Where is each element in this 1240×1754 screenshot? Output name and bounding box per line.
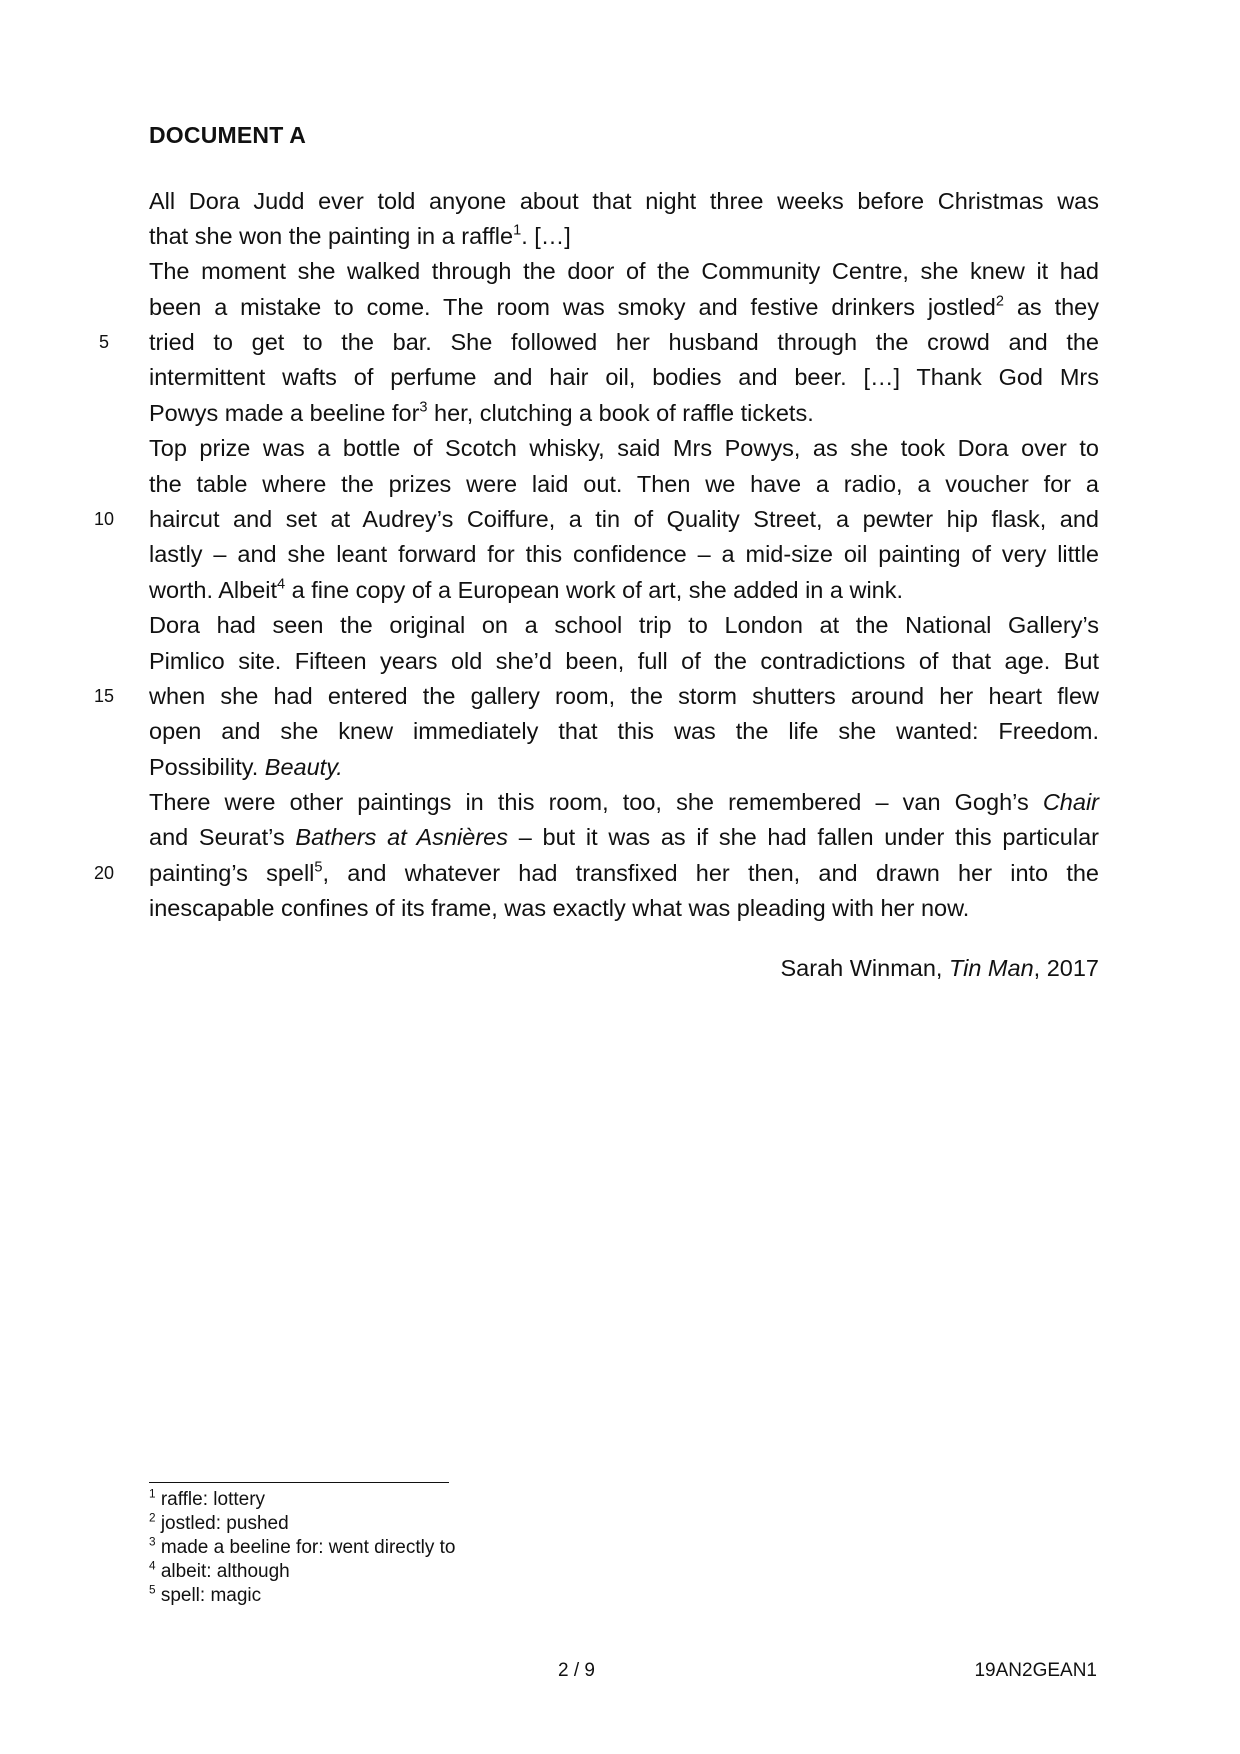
line-number: 20 [93,863,115,883]
text-line: haircut and set at Audrey’s Coiffure, a tin of Quality Street, a pewter hip flask, and [149,506,1099,532]
text-line: painting’s spell$^5$, and whatever had transfixed her then, and drawn her into the [149,859,1099,886]
line-number: 10 [93,509,115,529]
text-line: been a mistake to come. The room was smoky and festive drinkers jostled$^2$ as they [149,293,1100,320]
text-line: All Dora Judd ever told anyone about that night three weeks before Christmas was [149,188,1099,214]
text-line: that she won the painting in a raffle$^1$. […] [149,222,571,249]
footnote: $^4$ albeit: although [149,1559,290,1582]
footnote-ref: 3 [419,399,428,416]
text-line: Possibility. Beauty. [149,754,343,780]
emphasis-text: Beauty. [264,754,343,780]
text-line: The moment she walked through the door of the Community Centre, she knew it had [149,258,1099,284]
line-number: 5 [98,332,109,352]
footnote-ref: 2 [995,293,1004,310]
text-line: intermittent wafts of perfume and hair oil, bodies and beer. […] Thank God Mrs [149,364,1099,390]
text-line: the table where the prizes were laid out. Then we have a radio, a voucher for a [149,471,1099,497]
footnote: $^5$ spell: magic [149,1583,262,1606]
footnote-ref: 5 [314,859,323,876]
source-citation: Sarah Winman, Tin Man, 2017 [780,955,1099,981]
footnote: $^1$ raffle: lottery [149,1487,266,1510]
document-heading: DOCUMENT A [149,122,307,148]
footnote-ref: 4 [277,576,286,593]
text-line: Pimlico site. Fifteen years old she’d been, full of the contradictions of that age. But [149,648,1099,674]
text-line: open and she knew immediately that this was the life she wanted: Freedom. [149,718,1099,744]
text-line: Powys made a beeline for$^3$ her, clutching a book of raffle tickets. [149,399,814,426]
text-line: inescapable confines of its frame, was exactly what was pleading with her now. [149,895,970,921]
footnote-ref: 1 [513,222,522,239]
page-number: 2 / 9 [558,1660,595,1681]
emphasis-text: Chair [1042,789,1099,815]
source-title: Tin Man [948,955,1034,981]
footnote: $^2$ jostled: pushed [149,1511,289,1534]
text-line: tried to get to the bar. She followed her husband through the crowd and the [149,329,1099,355]
text-line: Dora had seen the original on a school trip to London at the National Gallery’s [149,612,1099,638]
footnote: $^3$ made a beeline for: went directly to [149,1535,456,1558]
text-line: lastly – and she leant forward for this confidence – a mid-size oil painting of very little [149,541,1099,567]
text-line: Top prize was a bottle of Scotch whisky, said Mrs Powys, as she took Dora over to [149,435,1099,461]
text-line: There were other paintings in this room, too, she remembered – van Gogh’s Chair [149,789,1099,815]
footnote-separator [149,1482,449,1483]
emphasis-text: Bathers at Asnières [295,824,508,850]
line-number: 15 [93,686,115,706]
text-line: worth. Albeit$^4$ a fine copy of a European work of art, she added in a wink. [149,576,904,603]
document-code: 19AN2GEAN1 [974,1660,1097,1681]
text-line: and Seurat’s Bathers at Asnières – but it was as if she had fallen under this particular [149,824,1099,850]
text-line: when she had entered the gallery room, the storm shutters around her heart flew [149,683,1099,709]
